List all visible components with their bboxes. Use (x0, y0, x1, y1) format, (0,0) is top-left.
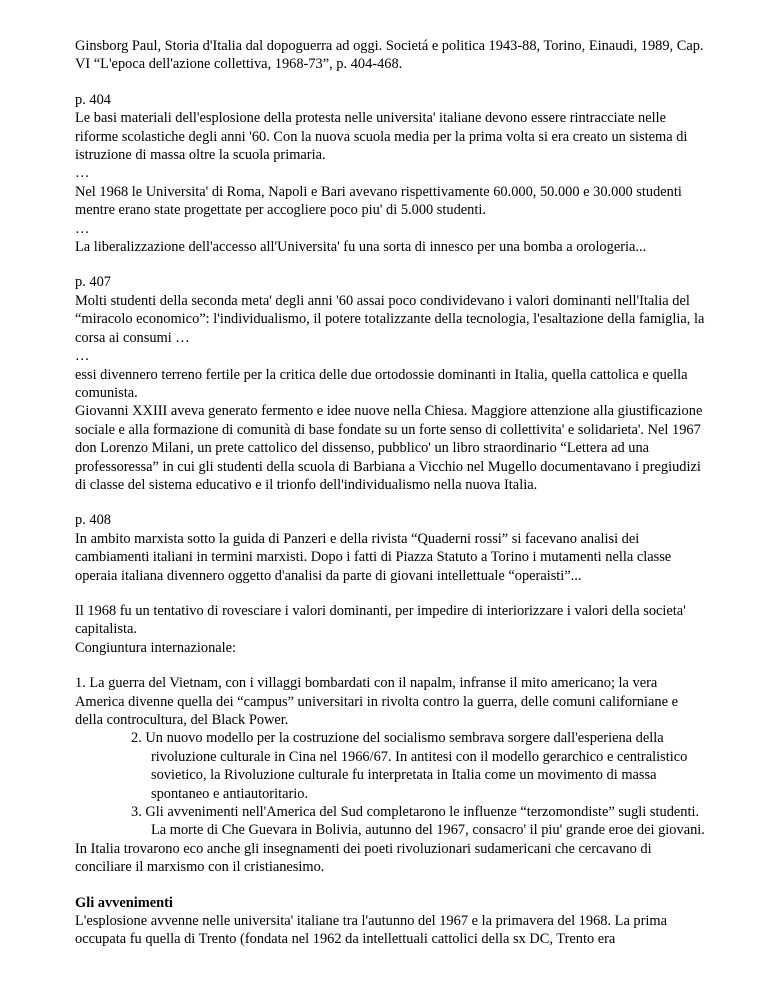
paragraph: Molti studenti della seconda meta' degli anni '60 assai poco condividevano i valori dominanti nell'Italia del “miracolo economico”: l'individualismo, il potere totalizzante della tecnologia, l'esaltazione della famiglia, la corsa ai consumi … (75, 292, 705, 346)
page-ref-408: p. 408 (75, 512, 111, 529)
list-intro: Congiuntura internazionale: (75, 639, 237, 656)
ellipsis: … (75, 165, 90, 182)
page-ref-407: p. 407 (75, 274, 111, 291)
list-item: 3. Gli avvenimenti nell'America del Sud completarono le influenze “terzomondiste” sugli studenti. La morte di Che Guevara in Bolivia, autunno del 1967, consacro' il piu' grande eroe dei giovani. (131, 804, 705, 839)
paragraph: Le basi materiali dell'esplosione della protesta nelle universita' italiane devono essere rintracciate nelle riforme scolastiche degli anni '60. Con la nuova scuola media per la prima volta si era creato un sistema di istruzione di massa oltre la scuola primaria. (75, 110, 688, 164)
page-ref-404: p. 404 (75, 91, 111, 108)
paragraph: In ambito marxista sotto la guida di Panzeri e della rivista “Quaderni rossi” si facevano analisi dei cambiamenti italiani in termini marxisti. Dopo i fatti di Piazza Statuto a Torino i mutamenti nella classe operaia italiana divennero oggetto d'analisi da parte di giovani intellettuale “operaisti”... (75, 530, 672, 584)
list-item: 2. Un nuovo modello per la costruzione del socialismo sembrava sorgere dall'esperiena della rivoluzione culturale in Cina nel 1966/67. In antitesi con il modello gerarchico e centralistico sovietico, la Rivoluzione culturale fu interpretata in Italia come un movimento di massa spontaneo e antiautoritario. (131, 730, 688, 802)
paragraph: La liberalizzazione dell'accesso all'Universita' fu una sorta di innesco per una bomba a orologeria... (75, 239, 647, 256)
ellipsis: … (75, 220, 90, 237)
section-heading: Gli avvenimenti (75, 894, 173, 911)
citation: Ginsborg Paul, Storia d'Italia dal dopoguerra ad oggi. Societá e politica 1943-88, Torino, Einaudi, 1989, Cap. VI “L'epoca dell'azione collettiva, 1968-73”, p. 404-468. (75, 38, 704, 73)
paragraph: essi divennero terreno fertile per la critica delle due ortodossie dominanti in Italia, quella cattolica e quella comunista. (75, 366, 688, 401)
paragraph: Giovanni XXIII aveva generato fermento e idee nuove nella Chiesa. Maggiore attenzione alla giustificazione sociale e alla formazione di comunità di base fondate su un forte senso di collettivita' e solidarieta'. Nel 1967 don Lorenzo Milani, un prete cattolico del dissenso, pubblico' un libro straordinario “Lettera ad una professoressa” in cui gli studenti della scuola di Barbiana a Vicchio nel Mugello documentavano i pregiudizi di classe del sistema educativo e il trionfo dell'individualismo nella nuova Italia. (75, 403, 703, 493)
paragraph: L'esplosione avvenne nelle universita' italiane tra l'autunno del 1967 e la primavera del 1968. La prima occupata fu quella di Trento (fondata nel 1962 da intellettuali cattolici della sx DC, Trento era (75, 913, 667, 948)
ellipsis: … (75, 348, 90, 365)
paragraph: Nel 1968 le Universita' di Roma, Napoli e Bari avevano rispettivamente 60.000, 50.000 e 30.000 studenti mentre erano state progettate per accogliere poco piu' di 5.000 studenti. (75, 183, 682, 219)
list-item: 1. La guerra del Vietnam, con i villaggi bombardati con il napalm, infranse il mito americano; la vera America divenne quella dei “campus” universitari in rivolta contro la guerra, delle comuni californiane e della controcultura, del Black Power. (75, 675, 678, 728)
paragraph: In Italia trovarono eco anche gli insegnamenti dei poeti rivoluzionari sudamericani che cercavano di conciliare il marxismo con il cristianesimo. (75, 840, 652, 876)
paragraph: Il 1968 fu un tentativo di rovesciare i valori dominanti, per impedire di interiorizzare i valori della societa' capitalista. (75, 602, 686, 638)
